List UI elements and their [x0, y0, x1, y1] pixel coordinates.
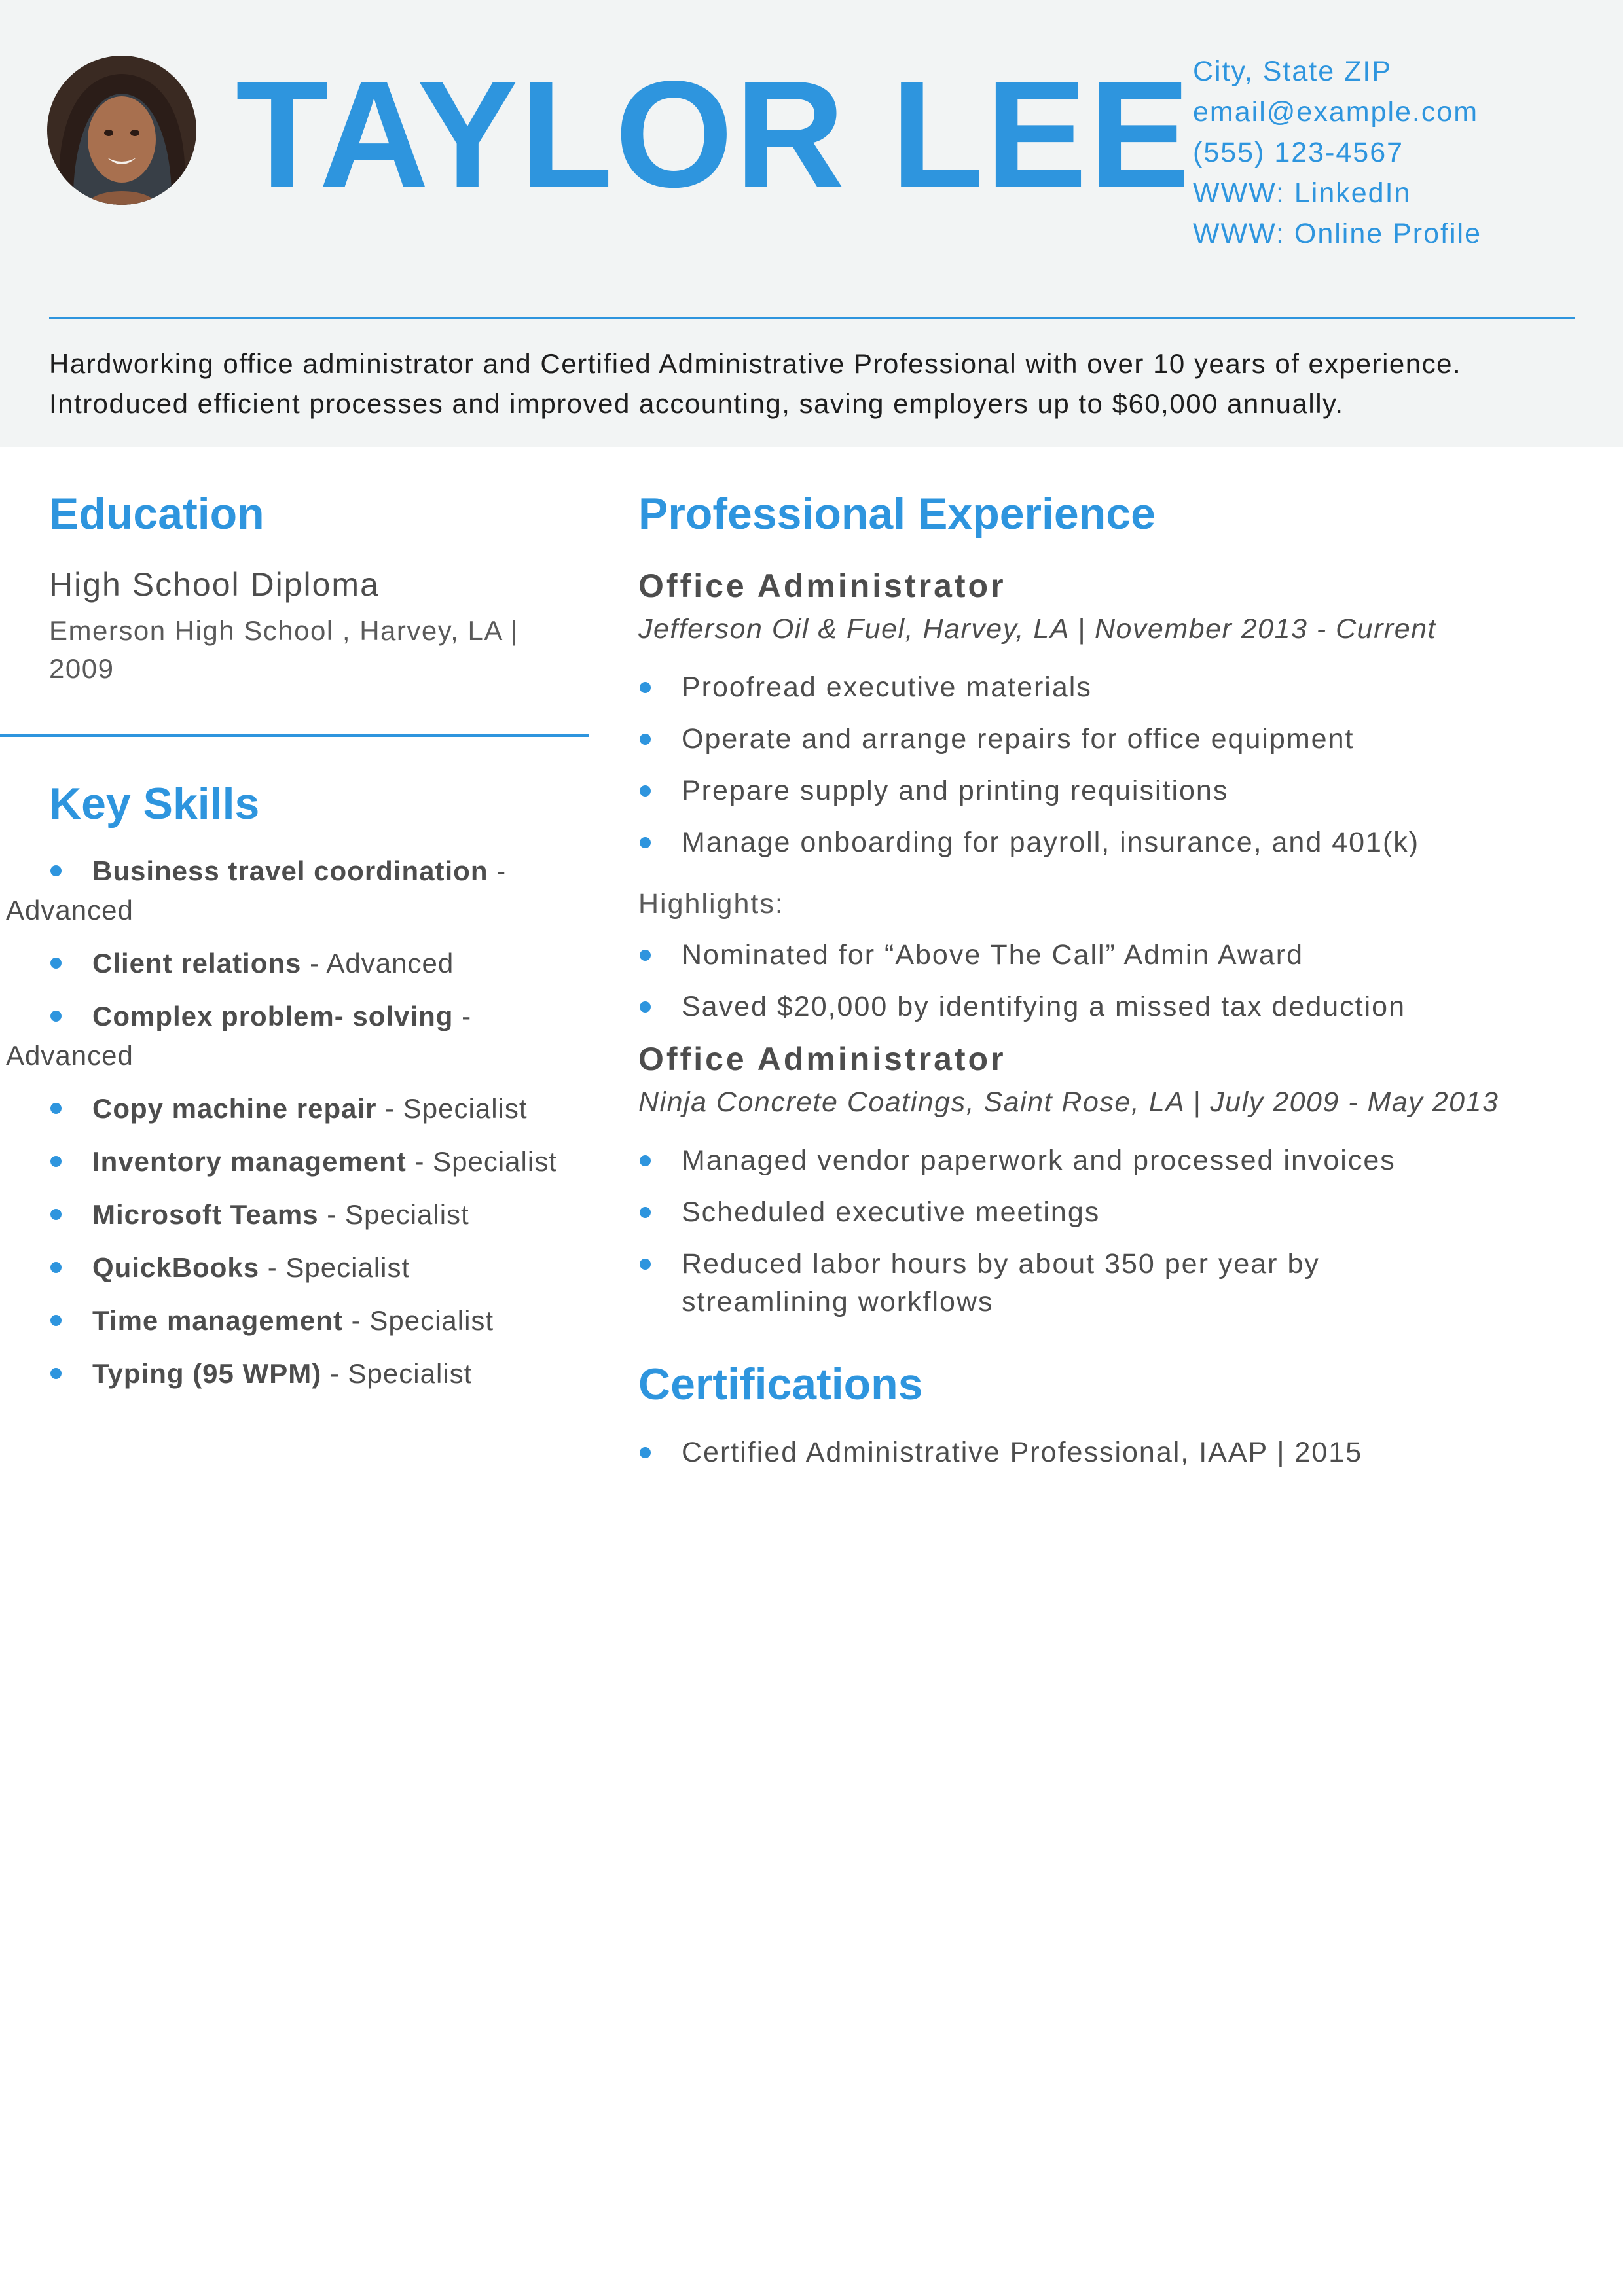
profile-photo: [47, 56, 196, 205]
contact-address: City, State ZIP: [1193, 56, 1392, 87]
skill-item: Inventory management - Specialist: [49, 1142, 586, 1181]
job-bullet: Proofread executive materials: [638, 668, 1568, 706]
bullet-icon: [640, 682, 651, 693]
header-band: [0, 0, 1623, 447]
bullet-icon: [50, 1156, 62, 1167]
right-column: [638, 484, 1568, 1485]
job-bullet: Scheduled executive meetings: [638, 1193, 1568, 1231]
education-title: Education: [49, 489, 264, 539]
bullet-icon: [50, 1368, 62, 1379]
job-bullet: Prepare supply and printing requisitions: [638, 772, 1568, 810]
left-column: [49, 484, 573, 688]
certifications-title: Certifications: [638, 1359, 923, 1409]
bullet-icon: [50, 1103, 62, 1114]
bullet-icon: [640, 837, 651, 848]
job-bullet: Reduced labor hours by about 350 per year by streamlining workflows: [638, 1245, 1568, 1321]
bullet-icon: [50, 958, 62, 969]
highlight-bullet: Saved $20,000 by identifying a missed tax deduction: [638, 988, 1568, 1026]
certifications-list: [638, 1433, 1568, 1471]
bullet-icon: [50, 1315, 62, 1326]
bullet-icon: [640, 1207, 651, 1218]
education-school: [49, 612, 573, 688]
left-column-divider: [0, 734, 589, 737]
job-title: Office Administrator: [638, 1041, 1006, 1077]
contact-email[interactable]: email@example.com: [1193, 96, 1479, 128]
contact-list: [1193, 51, 1482, 254]
skills-list: [6, 852, 586, 1393]
highlights-list: [638, 936, 1568, 1026]
contact-linkedin[interactable]: WWW: LinkedIn: [1193, 177, 1412, 209]
key-skills-section: [6, 774, 586, 1407]
job-title: Office Administrator: [638, 567, 1006, 604]
header-divider: [49, 317, 1575, 319]
experience-title: Professional Experience: [638, 489, 1156, 539]
job-meta: Ninja Concrete Coatings, Saint Rose, LA | July 2009 - May 2013: [638, 1086, 1499, 1118]
bullet-icon: [640, 785, 651, 797]
contact-online-profile[interactable]: WWW: Online Profile: [1193, 218, 1482, 249]
job-bullets: [638, 668, 1568, 861]
skill-item: QuickBooks - Specialist: [49, 1248, 586, 1287]
job-bullet: Operate and arrange repairs for office equipment: [638, 720, 1568, 758]
bullet-icon: [640, 1155, 651, 1166]
certification-item: Certified Administrative Professional, IAAP | 2015: [638, 1433, 1568, 1471]
skill-item: Copy machine repair - Specialist: [49, 1089, 586, 1128]
bullet-icon: [50, 1262, 62, 1273]
job-bullet: Managed vendor paperwork and processed invoices: [638, 1141, 1568, 1179]
job-bullets: [638, 1141, 1568, 1321]
job-bullet: Manage onboarding for payroll, insurance, and 401(k): [638, 823, 1568, 861]
skill-item: Microsoft Teams - Specialist: [49, 1195, 586, 1234]
skill-item: Client relations - Advanced: [49, 944, 586, 983]
education-degree: High School Diploma: [49, 566, 380, 603]
key-skills-title: Key Skills: [49, 779, 260, 829]
bullet-icon: [640, 1447, 651, 1458]
education-year: 2009: [49, 653, 115, 684]
highlight-bullet: Nominated for “Above The Call” Admin Award: [638, 936, 1568, 974]
job-entry: [638, 566, 1568, 1026]
highlights-label: Highlights:: [638, 888, 784, 920]
summary-line: Introduced efficient processes and improved accounting, saving employers up to $60,000 annually.: [49, 388, 1344, 419]
job-entry: [638, 1039, 1568, 1321]
education-school-line: Emerson High School , Harvey, LA |: [49, 615, 519, 646]
summary-line: Hardworking office administrator and Certified Administrative Professional with over 10 years of experience.: [49, 348, 1462, 379]
skill-item: Business travel coordination - Advanced: [6, 855, 507, 925]
contact-phone[interactable]: (555) 123-4567: [1193, 137, 1404, 168]
bullet-icon: [50, 865, 62, 876]
bullet-icon: [50, 1209, 62, 1220]
avatar: [47, 56, 196, 205]
professional-summary: [49, 344, 1581, 423]
skill-item: Complex problem- solving - Advanced: [6, 1001, 472, 1071]
candidate-name: TAYLOR LEE: [236, 50, 1192, 219]
bullet-icon: [640, 1001, 651, 1013]
bullet-icon: [50, 1011, 62, 1022]
skill-item: Typing (95 WPM) - Specialist: [49, 1354, 586, 1393]
bullet-icon: [640, 950, 651, 961]
skill-item: Time management - Specialist: [49, 1301, 586, 1340]
job-meta: Jefferson Oil & Fuel, Harvey, LA | November 2013 - Current: [638, 613, 1437, 645]
bullet-icon: [640, 734, 651, 745]
bullet-icon: [640, 1259, 651, 1270]
